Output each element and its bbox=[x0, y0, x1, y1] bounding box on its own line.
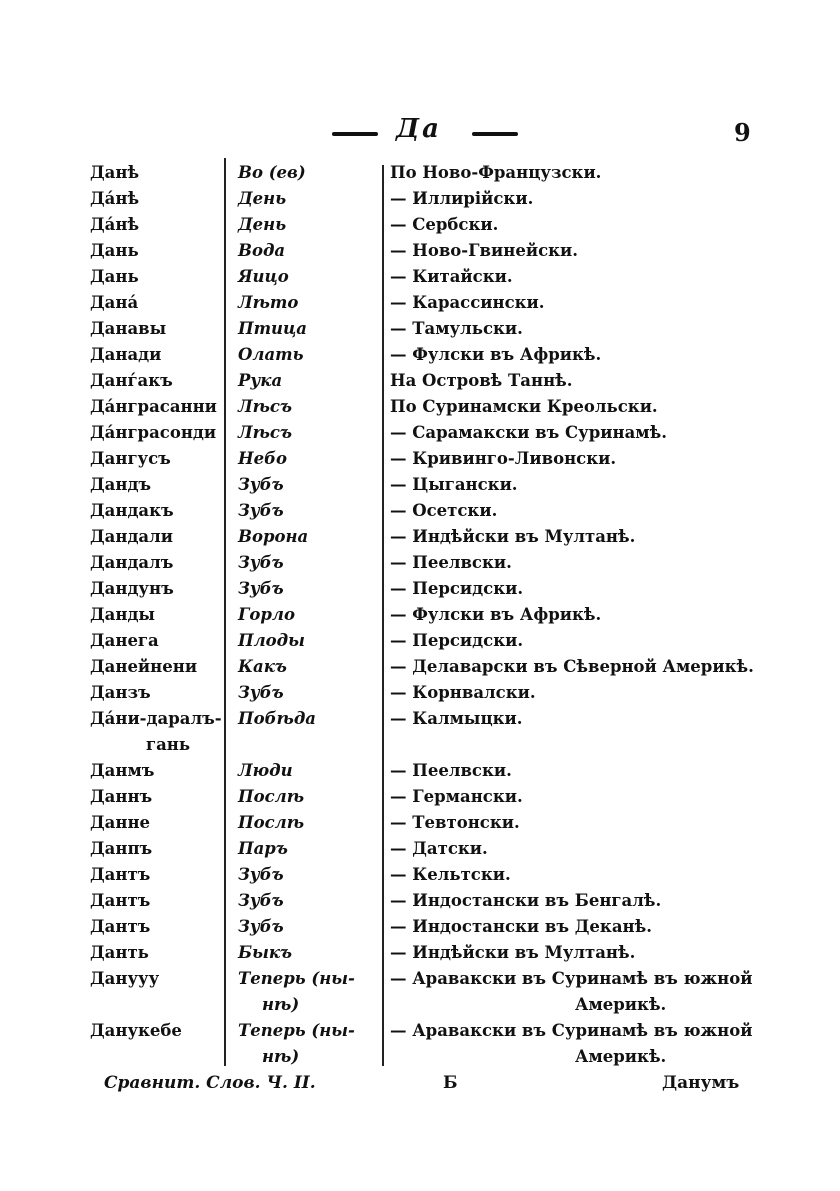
entry-meaning: Плоды bbox=[238, 631, 305, 650]
entry-language: — Сербски. bbox=[390, 215, 499, 234]
entry-word-continuation: гань bbox=[146, 735, 191, 754]
running-head: Да bbox=[396, 114, 442, 144]
entry-meaning: Горло bbox=[238, 605, 296, 624]
entry-word: Данѣ bbox=[90, 163, 140, 182]
table-row bbox=[0, 1018, 840, 1070]
entry-word: Дандалъ bbox=[90, 553, 174, 572]
entry-meaning: Зубъ bbox=[238, 501, 284, 520]
entry-meaning: День bbox=[238, 215, 287, 234]
entry-language: — Китайски. bbox=[390, 267, 513, 286]
entry-language: — Индѣйски въ Мултанѣ. bbox=[390, 527, 636, 546]
entry-language: — Тевтонски. bbox=[390, 813, 520, 832]
entry-language: — Корнвалски. bbox=[390, 683, 536, 702]
entry-language: — Персидски. bbox=[390, 631, 524, 650]
table-row bbox=[0, 602, 840, 628]
entry-meaning: Теперь (ны- bbox=[238, 1021, 355, 1040]
table-row bbox=[0, 966, 840, 1018]
entry-language: — Кривинго-Ливонски. bbox=[390, 449, 617, 468]
entry-word: Данукебе bbox=[90, 1021, 182, 1040]
table-row bbox=[0, 420, 840, 446]
table-row bbox=[0, 940, 840, 966]
page-header bbox=[0, 112, 840, 152]
entry-meaning: Зубъ bbox=[238, 917, 284, 936]
entry-language: — Датски. bbox=[390, 839, 488, 858]
entry-word: Данды bbox=[90, 605, 155, 624]
entry-language: — Индостански въ Бенгалѣ. bbox=[390, 891, 662, 910]
entry-word: Дань bbox=[90, 241, 139, 260]
table-row bbox=[0, 316, 840, 342]
table-row bbox=[0, 368, 840, 394]
entry-meaning: Олать bbox=[238, 345, 304, 364]
table-row bbox=[0, 264, 840, 290]
entry-meaning: Зубъ bbox=[238, 553, 284, 572]
table-row bbox=[0, 862, 840, 888]
entry-word: Да́нграсанни bbox=[90, 397, 217, 416]
entry-meaning: Послѣ bbox=[238, 813, 305, 832]
entry-word: Дана́ bbox=[90, 293, 139, 312]
entry-meaning: Зубъ bbox=[238, 891, 284, 910]
table-row bbox=[0, 212, 840, 238]
entry-word: Да́ни-даралъ- bbox=[90, 709, 222, 728]
entry-meaning: Зубъ bbox=[238, 579, 284, 598]
entry-word: Дандали bbox=[90, 527, 173, 546]
entry-language: По Ново-Французски. bbox=[390, 163, 602, 182]
entry-language: — Осетски. bbox=[390, 501, 498, 520]
entry-meaning: Зубъ bbox=[238, 683, 284, 702]
entry-meaning: Быкъ bbox=[238, 943, 293, 962]
entry-word: Дангусъ bbox=[90, 449, 171, 468]
entry-language: — Фулски въ Африкѣ. bbox=[390, 605, 602, 624]
entry-word: Дантъ bbox=[90, 917, 151, 936]
entry-word: Данѓакъ bbox=[90, 371, 173, 390]
entry-language: — Иллирійски. bbox=[390, 189, 534, 208]
entry-language-continuation: Америкѣ. bbox=[575, 1047, 667, 1066]
entry-word: Дань bbox=[90, 267, 139, 286]
entry-word: Данзъ bbox=[90, 683, 151, 702]
entry-language: На Островѣ Таннѣ. bbox=[390, 371, 573, 390]
header-dash-left bbox=[332, 132, 378, 136]
entry-meaning: Лѣсъ bbox=[238, 423, 292, 442]
entry-language: — Индѣйски въ Мултанѣ. bbox=[390, 943, 636, 962]
entry-language: — Пеелвски. bbox=[390, 553, 512, 572]
header-dash-right bbox=[472, 132, 518, 136]
entry-meaning: День bbox=[238, 189, 287, 208]
entry-meaning: Ворона bbox=[238, 527, 309, 546]
entry-meaning: Какъ bbox=[238, 657, 287, 676]
entry-word: Дандакъ bbox=[90, 501, 174, 520]
entry-meaning-continuation: нѣ) bbox=[262, 1047, 300, 1066]
entry-word: Данади bbox=[90, 345, 162, 364]
entry-language: — Калмыцки. bbox=[390, 709, 523, 728]
entry-language: — Цыгански. bbox=[390, 475, 518, 494]
entry-language: — Тамульски. bbox=[390, 319, 523, 338]
entry-language: — Индостански въ Деканѣ. bbox=[390, 917, 652, 936]
entry-word: Данпъ bbox=[90, 839, 153, 858]
entry-language: — Пеелвски. bbox=[390, 761, 512, 780]
table-row bbox=[0, 628, 840, 654]
entry-word: Данууу bbox=[90, 969, 160, 988]
entry-word: Данне bbox=[90, 813, 151, 832]
entry-meaning: Теперь (ны- bbox=[238, 969, 355, 988]
entry-word: Дандъ bbox=[90, 475, 152, 494]
entry-language: — Персидски. bbox=[390, 579, 524, 598]
table-row bbox=[0, 654, 840, 680]
entry-meaning: Зубъ bbox=[238, 865, 284, 884]
table-row bbox=[0, 576, 840, 602]
dictionary-table bbox=[0, 160, 840, 1070]
entry-meaning: Послѣ bbox=[238, 787, 305, 806]
entry-meaning: Небо bbox=[238, 449, 288, 468]
entry-meaning: Во (ев) bbox=[238, 163, 306, 182]
entry-language-continuation: Америкѣ. bbox=[575, 995, 667, 1014]
entry-language: — Карассински. bbox=[390, 293, 545, 312]
page-footer bbox=[0, 1073, 840, 1103]
entry-language: — Аравакски въ Суринамѣ въ южной bbox=[390, 1021, 753, 1040]
entry-meaning: Лѣсъ bbox=[238, 397, 292, 416]
entry-language: По Суринамски Креольски. bbox=[390, 397, 658, 416]
entry-meaning: Лѣто bbox=[238, 293, 299, 312]
entry-language: — Фулски въ Африкѣ. bbox=[390, 345, 602, 364]
entry-word: Даннъ bbox=[90, 787, 153, 806]
entry-word: Да́нграсонди bbox=[90, 423, 217, 442]
entry-meaning: Вода bbox=[238, 241, 286, 260]
table-row bbox=[0, 758, 840, 784]
footer-catchword: Данумъ bbox=[662, 1073, 740, 1093]
table-row bbox=[0, 888, 840, 914]
table-row bbox=[0, 914, 840, 940]
entry-language: — Делаварски въ Сѣверной Америкѣ. bbox=[390, 657, 754, 676]
table-row bbox=[0, 290, 840, 316]
entry-word: Да́нѣ bbox=[90, 215, 140, 234]
entry-meaning: Яицо bbox=[238, 267, 289, 286]
entry-meaning: Птица bbox=[238, 319, 307, 338]
entry-word: Данавы bbox=[90, 319, 167, 338]
entry-language: — Ново-Гвинейски. bbox=[390, 241, 579, 260]
table-row bbox=[0, 680, 840, 706]
table-row bbox=[0, 784, 840, 810]
entry-word: Данега bbox=[90, 631, 159, 650]
table-row bbox=[0, 498, 840, 524]
entry-meaning: Рука bbox=[238, 371, 283, 390]
entry-meaning: Зубъ bbox=[238, 475, 284, 494]
entry-meaning: Люди bbox=[238, 761, 293, 780]
entry-word: Дантъ bbox=[90, 891, 151, 910]
table-row bbox=[0, 550, 840, 576]
table-row bbox=[0, 706, 840, 758]
entry-word: Дандунъ bbox=[90, 579, 174, 598]
table-row bbox=[0, 342, 840, 368]
entry-language: — Сарамакски въ Суринамѣ. bbox=[390, 423, 667, 442]
entry-word: Данть bbox=[90, 943, 149, 962]
footer-signature: Б bbox=[443, 1073, 458, 1093]
table-row bbox=[0, 524, 840, 550]
table-row bbox=[0, 160, 840, 186]
page-number: 9 bbox=[734, 118, 751, 147]
table-row bbox=[0, 836, 840, 862]
entry-language: — Германски. bbox=[390, 787, 523, 806]
entry-word: Данейнени bbox=[90, 657, 198, 676]
entry-language: — Аравакски въ Суринамѣ въ южной bbox=[390, 969, 753, 988]
table-row bbox=[0, 446, 840, 472]
table-row bbox=[0, 810, 840, 836]
table-row bbox=[0, 238, 840, 264]
entry-meaning: Побѣда bbox=[238, 709, 316, 728]
entry-meaning-continuation: нѣ) bbox=[262, 995, 300, 1014]
entry-language: — Кельтски. bbox=[390, 865, 511, 884]
table-row bbox=[0, 472, 840, 498]
footer-source: Сравнит. Слов. Ч. II. bbox=[104, 1073, 316, 1093]
table-row bbox=[0, 186, 840, 212]
entry-word: Дантъ bbox=[90, 865, 151, 884]
entry-meaning: Паръ bbox=[238, 839, 288, 858]
entry-word: Да́нѣ bbox=[90, 189, 140, 208]
table-row bbox=[0, 394, 840, 420]
entry-word: Данмъ bbox=[90, 761, 155, 780]
